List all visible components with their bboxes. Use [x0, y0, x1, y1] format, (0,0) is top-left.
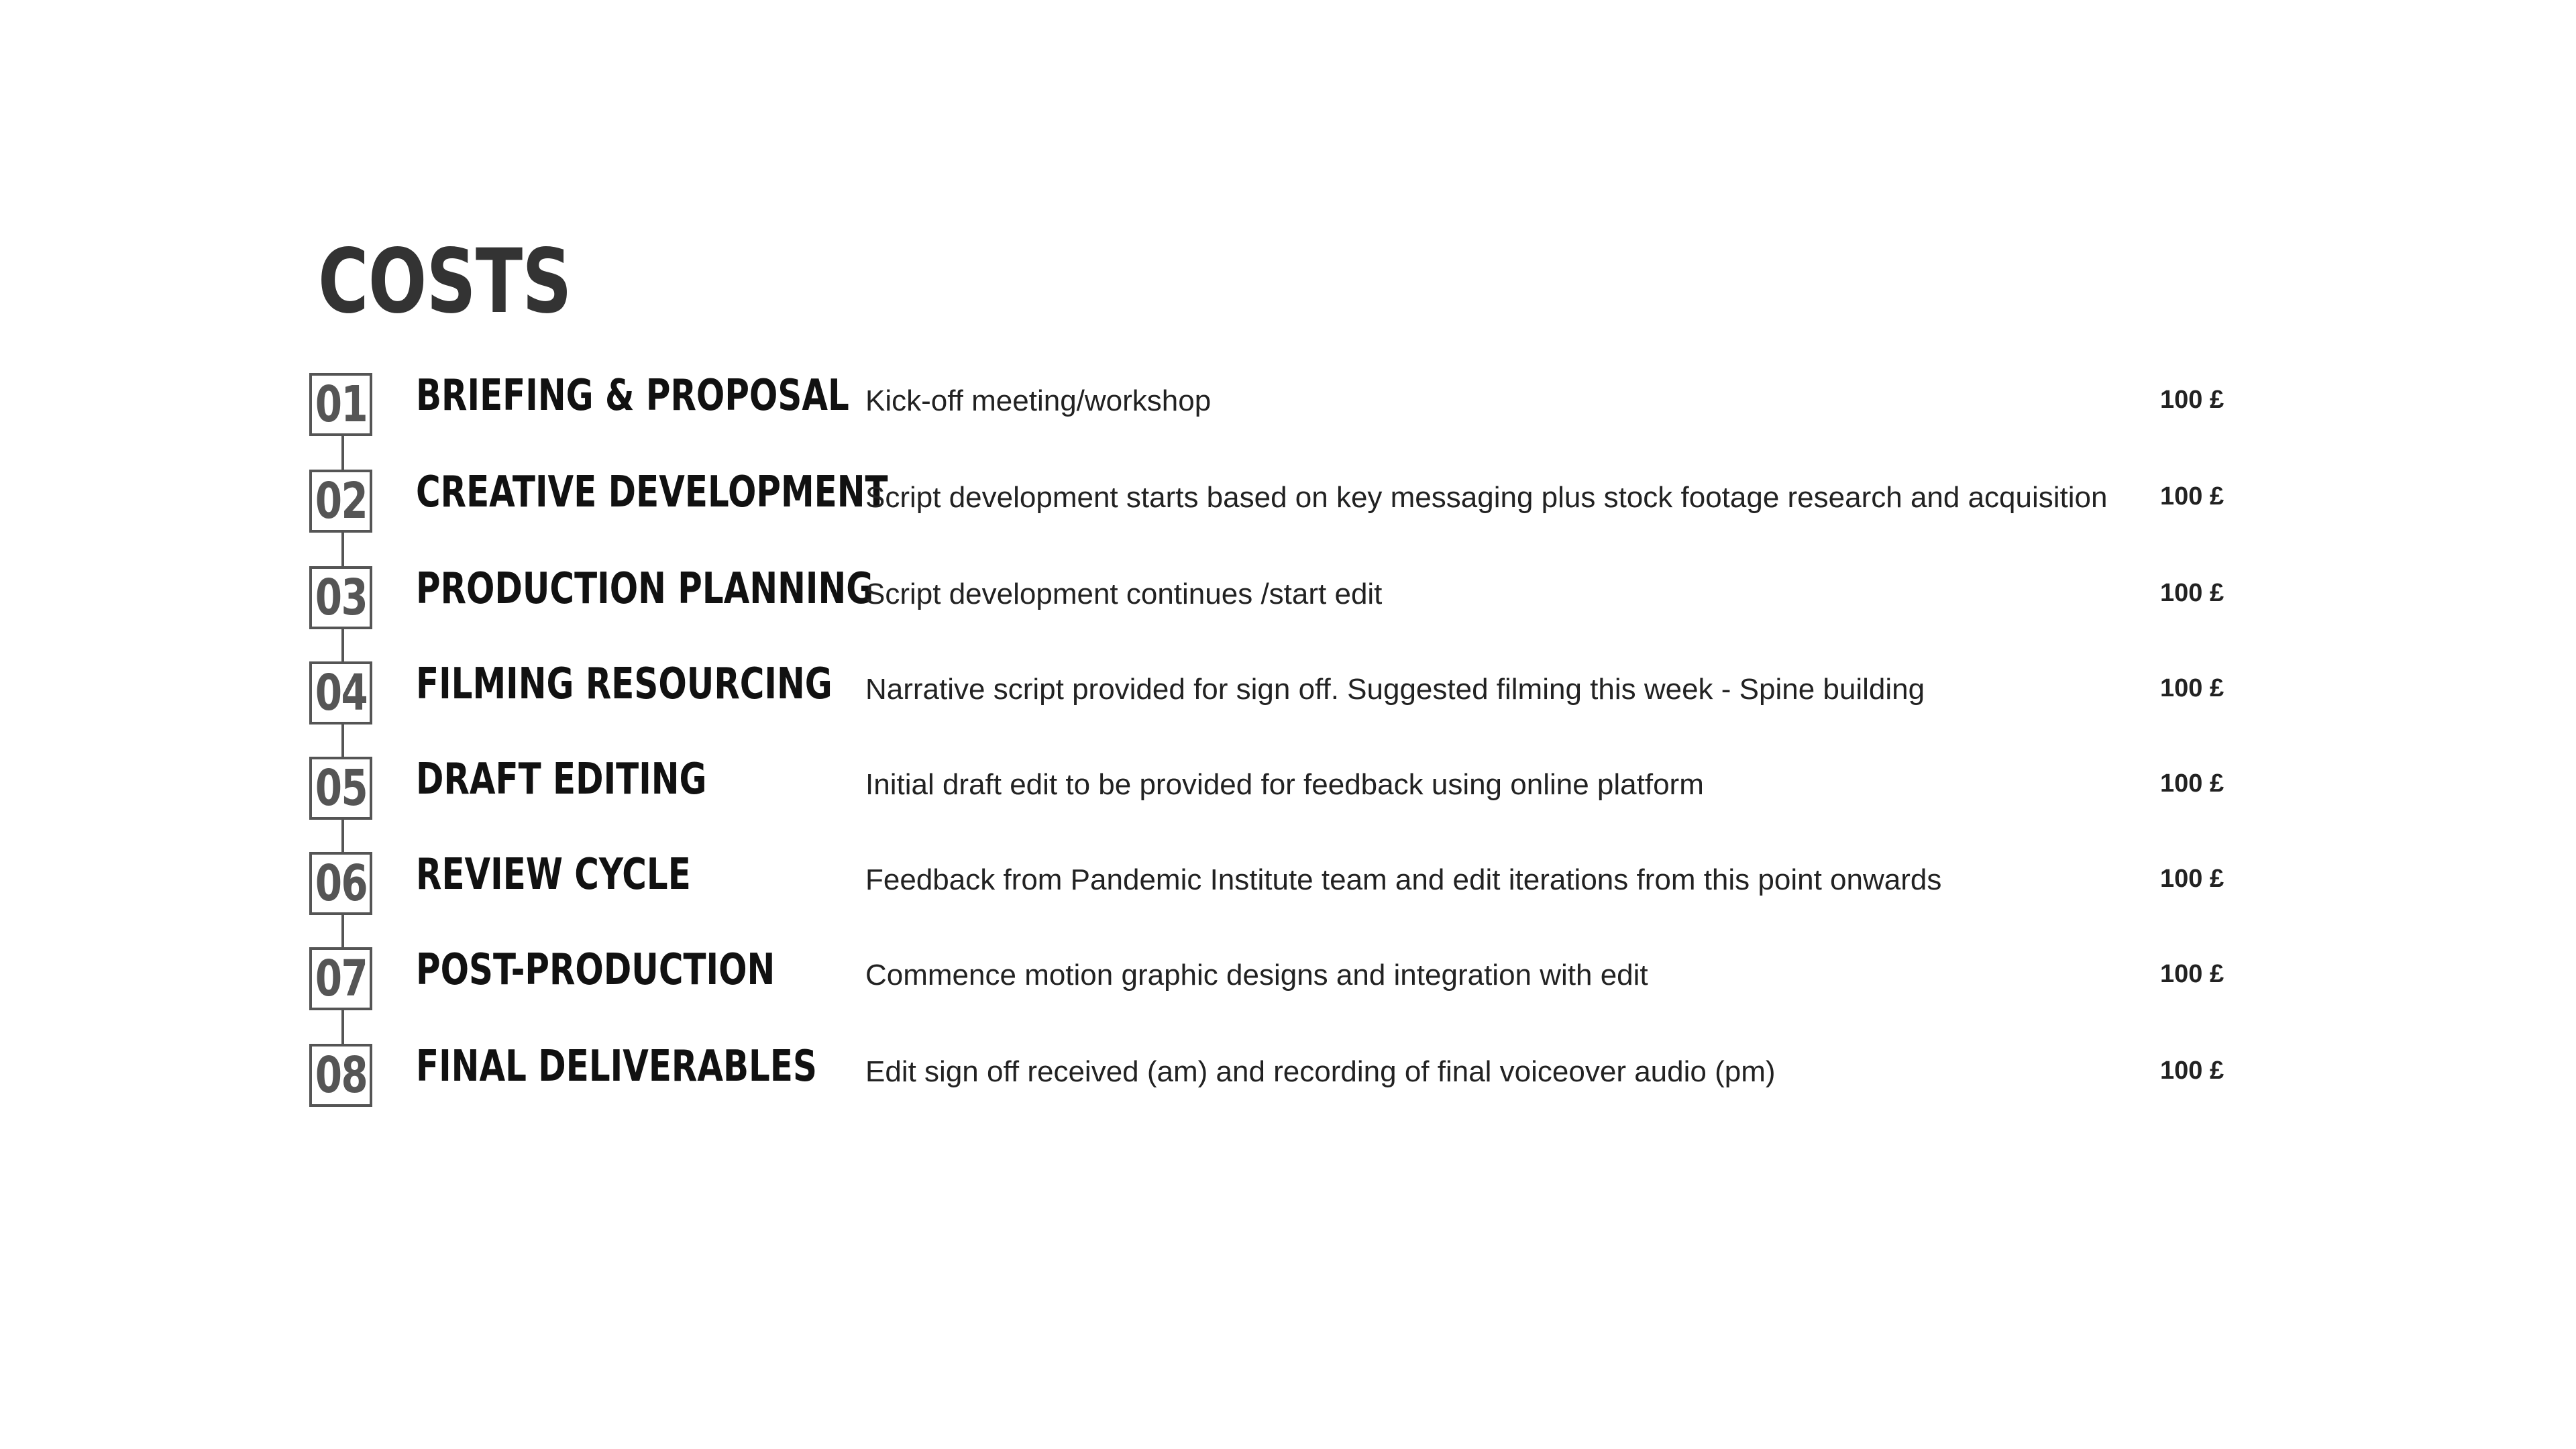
- step-number: 04: [315, 664, 367, 722]
- step-description: Script development starts based on key messaging plus stock footage research and acquisition: [865, 481, 2108, 514]
- step-price: 100 £: [2160, 674, 2224, 702]
- step-title: REVIEW CYCLE: [416, 850, 691, 900]
- step-number-box: [309, 757, 372, 820]
- cost-row-05: [0, 757, 2576, 824]
- step-number-box: [309, 852, 372, 915]
- step-number: 03: [315, 569, 367, 627]
- step-title: FINAL DELIVERABLES: [416, 1042, 817, 1091]
- cost-row-08: [0, 1044, 2576, 1111]
- step-number: 01: [315, 376, 367, 433]
- page-title: COSTS: [318, 230, 572, 333]
- step-price: 100 £: [2160, 769, 2224, 798]
- cost-row-01: [0, 373, 2576, 440]
- step-title: PRODUCTION PLANNING: [416, 564, 874, 614]
- step-number-box: [309, 661, 372, 724]
- step-description: Kick-off meeting/workshop: [865, 384, 1212, 417]
- step-description: Feedback from Pandemic Institute team and edit iterations from this point onwards: [865, 863, 1942, 896]
- step-number: 08: [315, 1046, 367, 1104]
- cost-row-06: [0, 852, 2576, 919]
- step-title: POST-PRODUCTION: [416, 945, 775, 995]
- step-price: 100 £: [2160, 960, 2224, 988]
- cost-row-07: [0, 947, 2576, 1014]
- step-number: 05: [315, 759, 367, 817]
- step-number: 07: [315, 950, 367, 1008]
- step-number: 02: [315, 472, 367, 530]
- step-price: 100 £: [2160, 579, 2224, 607]
- step-price: 100 £: [2160, 865, 2224, 893]
- step-description: Narrative script provided for sign off. Suggested filming this week - Spine building: [865, 673, 1925, 706]
- step-title: CREATIVE DEVELOPMENT: [416, 468, 888, 517]
- step-description: Initial draft edit to be provided for feedback using online platform: [865, 768, 1704, 801]
- step-number-box: [309, 373, 372, 436]
- step-number-box: [309, 947, 372, 1010]
- cost-row-02: [0, 470, 2576, 537]
- step-price: 100 £: [2160, 386, 2224, 414]
- step-price: 100 £: [2160, 482, 2224, 511]
- step-number-box: [309, 566, 372, 629]
- cost-row-04: [0, 661, 2576, 729]
- step-title: DRAFT EDITING: [416, 755, 707, 804]
- step-description: Script development continues /start edit: [865, 578, 1383, 610]
- step-description: Edit sign off received (am) and recording of final voiceover audio (pm): [865, 1055, 1776, 1088]
- step-title: FILMING RESOURCING: [416, 659, 833, 709]
- step-number: 06: [315, 855, 367, 912]
- step-description: Commence motion graphic designs and integration with edit: [865, 959, 1648, 991]
- step-price: 100 £: [2160, 1057, 2224, 1085]
- step-title: BRIEFING & PROPOSAL: [416, 371, 849, 421]
- step-number-box: [309, 470, 372, 533]
- cost-row-03: [0, 566, 2576, 633]
- step-number-box: [309, 1044, 372, 1107]
